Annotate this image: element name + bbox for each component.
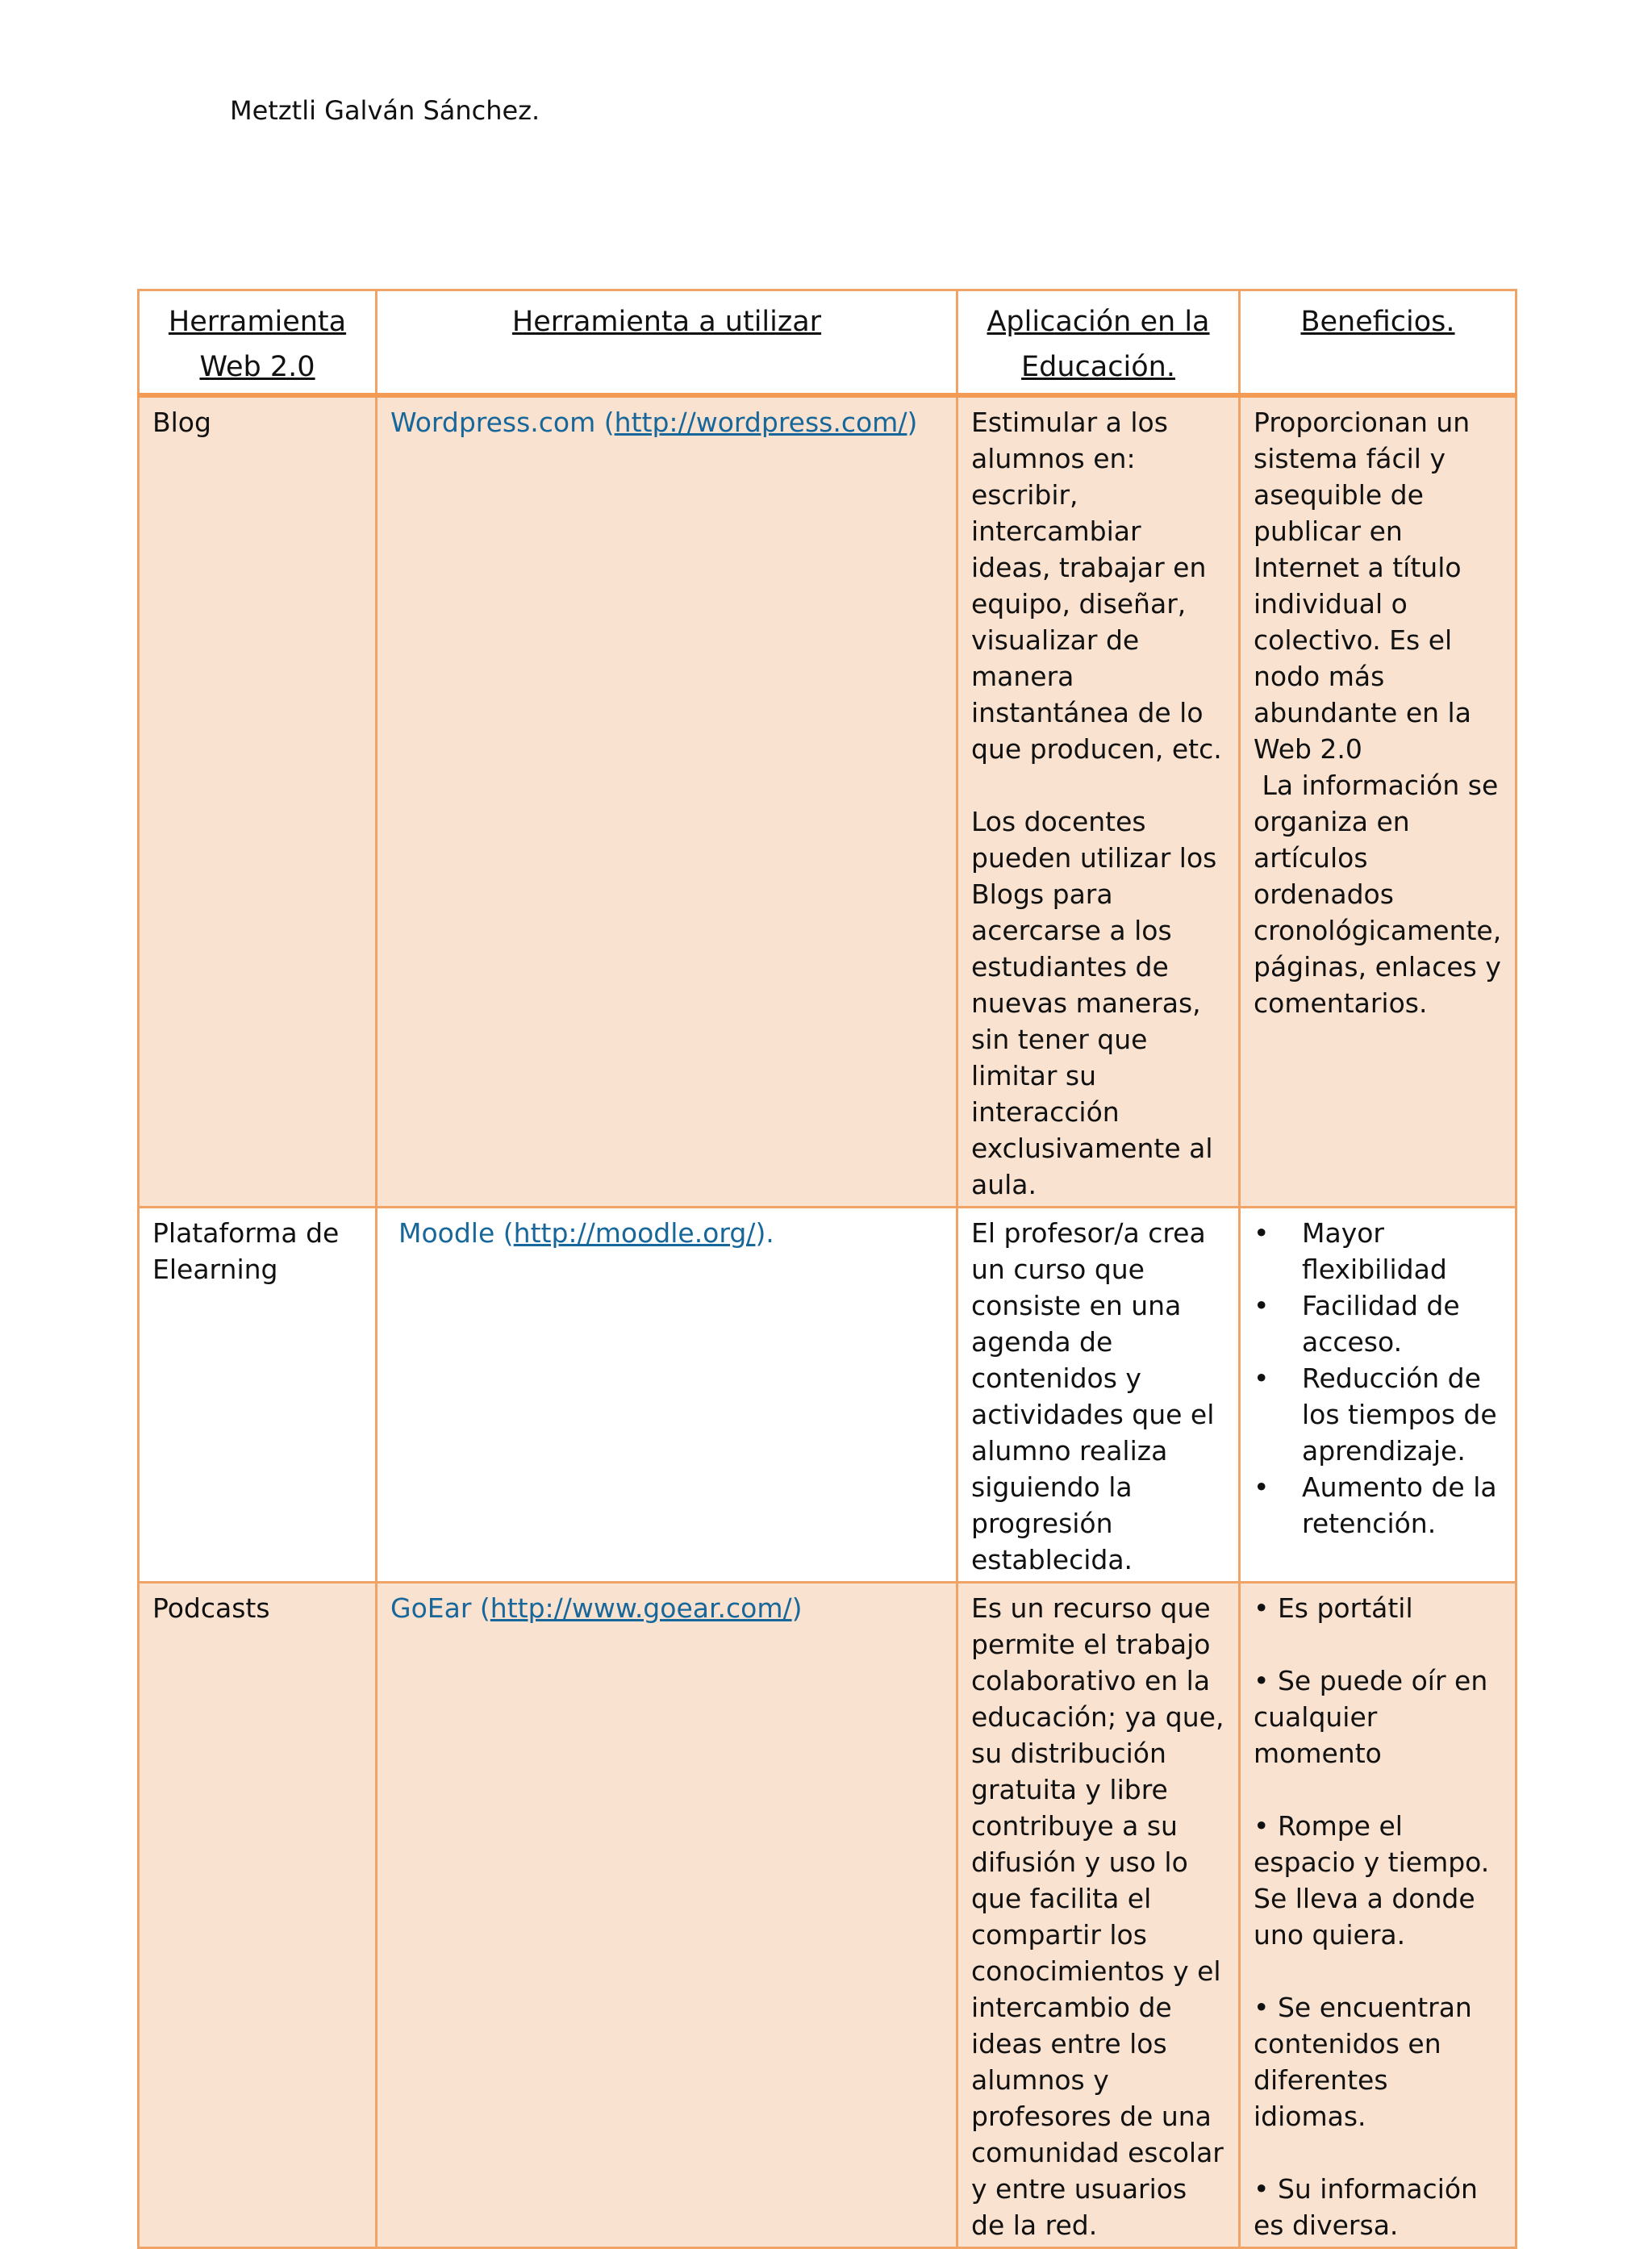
benefits-paragraph: • Se puede oír en cualquier momento <box>1254 1665 1488 1769</box>
list-item <box>1254 1360 1502 1469</box>
bullet-icon: • <box>1254 1290 1270 1321</box>
benefits-cell <box>1240 395 1516 1208</box>
site-suffix: ) <box>907 407 918 438</box>
header-tool-to-use: Herramienta a utilizar <box>377 290 957 396</box>
benefit-text: Reducción de los tiempos de aprendizaje. <box>1302 1362 1497 1467</box>
table-row <box>139 1208 1516 1583</box>
site-name: Moodle <box>398 1217 495 1249</box>
author-name: Metztli Galván Sánchez. <box>230 95 540 126</box>
benefit-text: Facilidad de acceso. <box>1302 1290 1460 1358</box>
tool-link-cell: Moodle (http://moodle.org/). <box>377 1208 957 1583</box>
site-suffix: ) <box>791 1592 803 1624</box>
header-benefits: Beneficios. <box>1240 290 1516 396</box>
benefits-cell <box>1240 1208 1516 1583</box>
benefits-paragraph: • Es portátil <box>1254 1592 1413 1624</box>
bullet-icon: • <box>1254 1471 1270 1503</box>
application-paragraph: Los docentes pueden utilizar los Blogs para acercarse a los estudiantes de nuevas maneras, sin tener que limitar su interacción exclusivamente al aula. <box>971 806 1217 1200</box>
benefits-paragraph: • Rompe el espacio y tiempo. Se lleva a donde uno quiera. <box>1254 1810 1490 1951</box>
table-row <box>139 1583 1516 2248</box>
site-url-link[interactable]: http://moodle.org/ <box>513 1217 756 1249</box>
site-url-link[interactable]: http://www.goear.com/ <box>490 1592 792 1624</box>
header-web-tool: Herramienta Web 2.0 <box>139 290 377 396</box>
application-paragraph: Es un recurso que permite el trabajo colaborativo en la educación; ya que, su distribución gratuita y libre contribuye a su difusión y uso lo que facilita el compartir los conocimientos y el intercambio de ideas entre los alumnos y profesores de una comunidad escolar y entre usuarios de la red. <box>971 1592 1224 2241</box>
benefits-paragraph: Proporcionan un sistema fácil y asequible de publicar en Internet a título individual o colectivo. Es el nodo más abundante en la Web 2.0 <box>1254 407 1471 765</box>
benefit-text: Aumento de la retención. <box>1302 1471 1497 1539</box>
site-url-link[interactable]: http://wordpress.com/ <box>614 407 907 438</box>
bullet-icon: • <box>1254 1362 1270 1394</box>
application-paragraph: El profesor/a crea un curso que consiste en una agenda de contenidos y actividades que el alumno realiza siguiendo la progresión establecida. <box>971 1217 1215 1575</box>
site-name: GoEar <box>390 1592 472 1624</box>
bullet-icon: • <box>1254 1217 1270 1249</box>
benefits-paragraph: La información se organiza en artículos ordenados cronológicamente, páginas, enlaces y comentarios. <box>1254 770 1510 1019</box>
list-item <box>1254 1469 1502 1542</box>
benefits-paragraph: • Se encuentran contenidos en diferentes idiomas. <box>1254 1992 1472 2132</box>
benefit-text: Mayor flexibilidad <box>1302 1217 1447 1285</box>
application-cell <box>957 1583 1240 2248</box>
list-item <box>1254 1215 1502 1287</box>
tool-link-cell: Wordpress.com (http://wordpress.com/) <box>377 395 957 1208</box>
tool-link-cell: GoEar (http://www.goear.com/) <box>377 1583 957 2248</box>
benefits-cell <box>1240 1583 1516 2248</box>
web-tools-table <box>137 289 1517 2249</box>
application-cell <box>957 395 1240 1208</box>
tool-type: Podcasts <box>139 1583 377 2248</box>
benefits-paragraph: • Su información es diversa. <box>1254 2173 1478 2241</box>
tool-type: Plataforma de Elearning <box>139 1208 377 1583</box>
table-header-row <box>139 290 1516 396</box>
table-row <box>139 395 1516 1208</box>
application-paragraph: Estimular a los alumnos en: escribir, intercambiar ideas, trabajar en equipo, diseñar, visualizar de manera instantánea de lo que producen, etc. <box>971 407 1222 765</box>
application-cell <box>957 1208 1240 1583</box>
benefits-list <box>1254 1215 1502 1542</box>
tool-type: Blog <box>139 395 377 1208</box>
list-item <box>1254 1287 1502 1360</box>
header-application: Aplicación en la Educación. <box>957 290 1240 396</box>
site-suffix: ). <box>755 1217 774 1249</box>
site-name: Wordpress.com <box>390 407 596 438</box>
